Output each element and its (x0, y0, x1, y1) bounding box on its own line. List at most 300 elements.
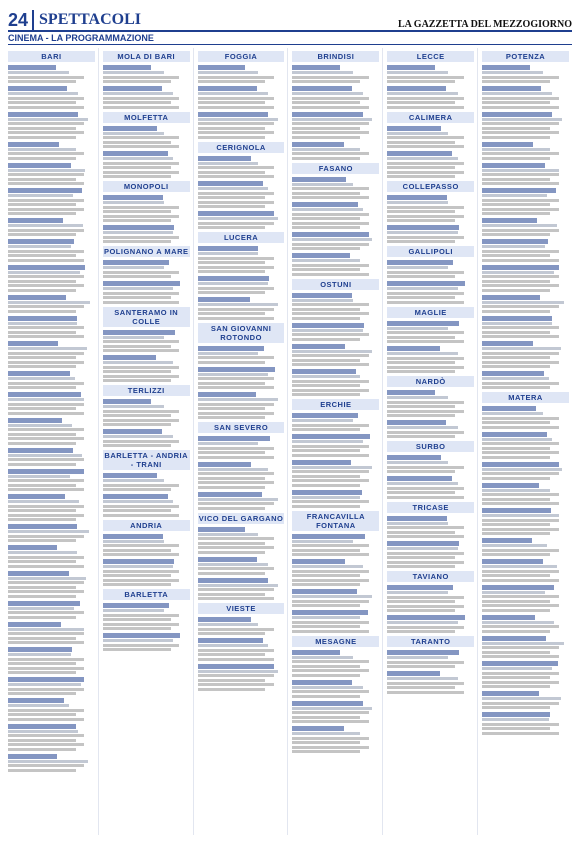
venue-address-placeholder (482, 621, 554, 624)
showtime-placeholder (387, 565, 455, 568)
showtime-placeholder (387, 370, 455, 373)
showtime-placeholder (103, 236, 179, 239)
showtime-placeholder (8, 616, 76, 619)
venue-address-placeholder (103, 479, 164, 482)
showtime-placeholder (103, 574, 171, 577)
showtime-placeholder (103, 505, 179, 508)
venue-address-placeholder (103, 639, 173, 642)
venue-address-placeholder (103, 201, 164, 204)
venue-name-placeholder (198, 557, 257, 562)
showtime-placeholder (198, 481, 274, 484)
showtime-placeholder (8, 97, 84, 100)
city-heading: COLLEPASSO (387, 181, 474, 192)
venue-address-placeholder (482, 544, 547, 547)
venue-address-placeholder (8, 500, 79, 503)
venue-address-placeholder (482, 245, 545, 248)
showtime-placeholder (292, 630, 368, 633)
venue-address-placeholder (8, 194, 73, 197)
venue-name-placeholder (292, 650, 340, 655)
venue-name-placeholder (8, 341, 58, 346)
programming-title: CINEMA - LA PROGRAMMAZIONE (8, 33, 572, 45)
showtime-placeholder (198, 632, 266, 635)
showtime-placeholder (387, 661, 463, 664)
venue-name-placeholder (482, 218, 537, 223)
venue-address-placeholder (8, 730, 78, 733)
showtime-placeholder (482, 472, 558, 475)
venue-name-placeholder (103, 195, 163, 200)
venue-name-placeholder (198, 492, 262, 497)
venue-address-placeholder (8, 398, 84, 401)
city-heading: MONOPOLI (103, 181, 190, 192)
showtime-placeholder (103, 553, 179, 556)
showtime-placeholder (482, 625, 558, 628)
venue-name-placeholder (482, 142, 533, 147)
venue-name-placeholder (103, 151, 168, 156)
showtime-placeholder (387, 665, 455, 668)
showtime-placeholder (292, 354, 368, 357)
venue-name-placeholder (292, 86, 351, 91)
showtime-placeholder (8, 484, 76, 487)
venue-name-placeholder (387, 260, 453, 265)
showtime-placeholder (198, 166, 274, 169)
showtime-placeholder (103, 618, 171, 621)
venue-name-placeholder (292, 293, 352, 298)
showtime-placeholder (292, 484, 360, 487)
showtime-placeholder (8, 595, 76, 598)
showtime-placeholder (198, 196, 266, 199)
venue-name-placeholder (292, 142, 343, 147)
venue-address-placeholder (387, 287, 457, 290)
showtime-placeholder (482, 157, 550, 160)
city-heading: ANDRIA (103, 520, 190, 531)
venue-address-placeholder (103, 435, 173, 438)
venue-name-placeholder (8, 142, 59, 147)
venue-name-placeholder (198, 367, 275, 372)
showtime-placeholder (103, 544, 179, 547)
showtime-placeholder (292, 76, 368, 79)
city-heading: MATERA (482, 392, 569, 403)
city-heading: SAN GIOVANNI ROTONDO (198, 323, 285, 343)
showtime-placeholder (482, 447, 550, 450)
showtime-placeholder (387, 605, 463, 608)
showtime-placeholder (482, 212, 550, 215)
showtime-placeholder (198, 101, 266, 104)
showtime-placeholder (292, 674, 360, 677)
venue-address-placeholder (387, 92, 457, 95)
venue-name-placeholder (482, 661, 558, 666)
showtime-placeholder (292, 247, 360, 250)
newspaper-name: LA GAZZETTA DEL MEZZOGIORNO (397, 19, 572, 30)
venue-name-placeholder (103, 65, 151, 70)
venue-address-placeholder (103, 287, 173, 290)
showtime-placeholder (8, 212, 76, 215)
showtime-placeholder (387, 366, 463, 369)
showtime-placeholder (8, 662, 76, 665)
showtime-placeholder (8, 692, 76, 695)
showtime-placeholder (8, 764, 84, 767)
venue-address-placeholder (292, 496, 360, 499)
city-heading: OSTUNI (292, 279, 379, 290)
showtime-placeholder (292, 217, 360, 220)
venue-name-placeholder (482, 112, 552, 117)
venue-name-placeholder (103, 559, 174, 564)
showtime-placeholder (8, 250, 84, 253)
showtime-placeholder (387, 561, 463, 564)
venue-name-placeholder (387, 650, 459, 655)
city-heading: MAGLIE (387, 307, 474, 318)
venue-address-placeholder (292, 656, 353, 659)
venue-name-placeholder (292, 610, 368, 615)
showtime-placeholder (8, 122, 84, 125)
showtime-placeholder (292, 359, 360, 362)
showtime-placeholder (8, 505, 84, 508)
venue-name-placeholder (292, 559, 345, 564)
showtime-placeholder (8, 310, 76, 313)
venue-address-placeholder (482, 412, 543, 415)
venue-address-placeholder (482, 489, 550, 492)
venue-address-placeholder (198, 442, 259, 445)
showtime-placeholder (482, 173, 558, 176)
showtime-placeholder (198, 551, 266, 554)
venue-address-placeholder (292, 148, 360, 151)
city-heading: SAN SEVERO (198, 422, 285, 433)
showtime-placeholder (8, 365, 76, 368)
showtime-placeholder (198, 382, 266, 385)
venue-name-placeholder (8, 316, 77, 321)
showtime-placeholder (482, 685, 550, 688)
venue-address-placeholder (482, 322, 551, 325)
venue-address-placeholder (387, 426, 457, 429)
venue-name-placeholder (292, 434, 369, 439)
venue-address-placeholder (198, 162, 259, 165)
venue-name-placeholder (103, 473, 157, 478)
venue-address-placeholder (198, 533, 259, 536)
showtime-placeholder (8, 326, 84, 329)
showtime-placeholder (103, 366, 179, 369)
showtime-placeholder (8, 182, 84, 185)
section-title: SPETTACOLI (39, 11, 141, 28)
showtime-placeholder (292, 192, 360, 195)
showtime-placeholder (387, 292, 463, 295)
showtime-placeholder (198, 593, 266, 596)
showtime-placeholder (292, 268, 360, 271)
venue-address-placeholder (292, 350, 372, 353)
showtime-placeholder (292, 479, 368, 482)
showtime-placeholder (482, 275, 558, 278)
showtime-placeholder (292, 308, 360, 311)
showtime-placeholder (292, 97, 368, 100)
city-heading: NARDÒ (387, 376, 474, 387)
showtime-placeholder (482, 97, 558, 100)
showtime-placeholder (198, 80, 266, 83)
showtime-placeholder (387, 496, 463, 499)
venue-name-placeholder (292, 65, 340, 70)
showtime-placeholder (198, 192, 274, 195)
showtime-placeholder (103, 145, 179, 148)
showtime-placeholder (292, 553, 368, 556)
venue-name-placeholder (482, 538, 531, 543)
venue-address-placeholder (387, 71, 448, 74)
venue-address-placeholder (292, 118, 372, 121)
venue-address-placeholder (387, 352, 457, 355)
city-heading: LUCERA (198, 232, 285, 243)
showtime-placeholder (292, 660, 368, 663)
venue-name-placeholder (8, 724, 76, 729)
showtime-placeholder (387, 470, 455, 473)
showtime-placeholder (292, 579, 368, 582)
showtime-placeholder (198, 257, 274, 260)
showtime-placeholder (387, 414, 455, 417)
showtime-placeholder (292, 737, 368, 740)
showtime-placeholder (482, 417, 558, 420)
showtime-placeholder (8, 458, 84, 461)
venue-address-placeholder (103, 540, 164, 543)
city-heading: POLIGNANO A MARE (103, 247, 189, 256)
showtime-placeholder (387, 210, 455, 213)
showtime-placeholder (387, 219, 455, 222)
showtime-placeholder (8, 382, 84, 385)
showtime-placeholder (198, 175, 274, 178)
venue-name-placeholder (482, 316, 551, 321)
venue-address-placeholder (387, 461, 448, 464)
showtime-placeholder (8, 734, 84, 737)
venue-name-placeholder (8, 571, 69, 576)
showtime-placeholder (8, 76, 84, 79)
venue-address-placeholder (482, 697, 561, 700)
venue-name-placeholder (103, 86, 162, 91)
venue-address-placeholder (103, 500, 173, 503)
venue-address-placeholder (8, 704, 69, 707)
venue-name-placeholder (387, 86, 446, 91)
city-heading: ERCHIE (292, 399, 379, 410)
showtime-placeholder (103, 514, 179, 517)
showtime-placeholder (8, 131, 84, 134)
showtime-placeholder (482, 477, 550, 480)
showtime-placeholder (198, 287, 274, 290)
city-heading: MESAGNE (292, 636, 379, 647)
showtime-placeholder (8, 748, 76, 751)
showtime-placeholder (8, 433, 76, 436)
venue-name-placeholder (8, 295, 66, 300)
showtime-placeholder (482, 732, 558, 735)
showtime-placeholder (482, 451, 558, 454)
showtime-placeholder (103, 579, 179, 582)
city-heading: BARLETTA - ANDRIA - TRANI (104, 451, 189, 469)
venue-name-placeholder (103, 225, 174, 230)
venue-name-placeholder (198, 392, 256, 397)
masthead (398, 19, 572, 30)
showtime-placeholder (198, 377, 274, 380)
showtime-placeholder (482, 523, 550, 526)
venue-name-placeholder (387, 420, 446, 425)
venue-address-placeholder (198, 398, 278, 401)
showtime-placeholder (292, 746, 368, 749)
showtime-placeholder (8, 335, 84, 338)
venue-address-placeholder (8, 551, 77, 554)
venue-name-placeholder (482, 295, 540, 300)
showtime-placeholder (292, 600, 368, 603)
venue-name-placeholder (387, 671, 440, 676)
venue-address-placeholder (8, 530, 89, 533)
showtime-placeholder (482, 579, 558, 582)
venue-address-placeholder (198, 670, 278, 673)
showtime-placeholder (387, 171, 463, 174)
showtime-placeholder (387, 361, 455, 364)
venue-name-placeholder (103, 494, 168, 499)
page-header (8, 8, 572, 32)
showtime-placeholder (8, 509, 76, 512)
showtime-placeholder (103, 444, 171, 447)
showtime-placeholder (482, 199, 558, 202)
showtime-placeholder (198, 261, 266, 264)
showtime-placeholder (387, 410, 463, 413)
venue-name-placeholder (292, 369, 355, 374)
venue-address-placeholder (482, 468, 562, 471)
showtime-placeholder (8, 254, 76, 257)
venue-name-placeholder (387, 65, 435, 70)
showtime-placeholder (8, 275, 84, 278)
showtime-placeholder (292, 303, 368, 306)
showtime-placeholder (482, 361, 558, 364)
venue-address-placeholder (387, 656, 448, 659)
venue-name-placeholder (482, 341, 532, 346)
showtime-placeholder (103, 570, 179, 573)
city-heading: BARLETTA (103, 589, 190, 600)
venue-name-placeholder (8, 448, 73, 453)
listing-columns (8, 48, 572, 835)
showtime-placeholder (103, 583, 171, 586)
showtime-placeholder (198, 266, 274, 269)
showtime-placeholder (292, 106, 368, 109)
showtime-placeholder (292, 669, 368, 672)
showtime-placeholder (103, 136, 179, 139)
showtime-placeholder (103, 509, 171, 512)
venue-name-placeholder (387, 126, 441, 131)
showtime-placeholder (8, 352, 84, 355)
showtime-placeholder (292, 80, 360, 83)
showtime-placeholder (482, 365, 550, 368)
showtime-placeholder (387, 275, 455, 278)
showtime-placeholder (292, 196, 368, 199)
venue-address-placeholder (8, 653, 71, 656)
listing-column (8, 48, 99, 835)
showtime-placeholder (482, 203, 550, 206)
showtime-placeholder (292, 152, 368, 155)
showtime-placeholder (8, 284, 84, 287)
showtime-placeholder (198, 356, 274, 359)
showtime-placeholder (292, 226, 360, 229)
showtime-placeholder (198, 76, 274, 79)
showtime-placeholder (482, 595, 558, 598)
showtime-placeholder (198, 205, 266, 208)
showtime-placeholder (387, 609, 455, 612)
showtime-placeholder (103, 340, 179, 343)
showtime-placeholder (8, 539, 76, 542)
showtime-placeholder (482, 498, 550, 501)
showtime-placeholder (292, 449, 360, 452)
showtime-placeholder (8, 667, 84, 670)
showtime-placeholder (292, 243, 368, 246)
showtime-placeholder (198, 451, 266, 454)
venue-name-placeholder (8, 698, 64, 703)
showtime-placeholder (103, 141, 171, 144)
showtime-placeholder (103, 484, 179, 487)
showtime-placeholder (292, 380, 368, 383)
showtime-placeholder (8, 428, 84, 431)
showtime-placeholder (482, 208, 558, 211)
showtime-placeholder (482, 326, 558, 329)
venue-name-placeholder (103, 126, 157, 131)
showtime-placeholder (387, 106, 463, 109)
showtime-placeholder (482, 335, 558, 338)
showtime-placeholder (8, 535, 84, 538)
showtime-placeholder (198, 403, 274, 406)
city-heading: CERIGNOLA (198, 142, 285, 153)
venue-address-placeholder (8, 118, 88, 121)
showtime-placeholder (387, 600, 455, 603)
showtime-placeholder (8, 199, 84, 202)
showtime-placeholder (8, 463, 76, 466)
venue-name-placeholder (8, 622, 61, 627)
showtime-placeholder (103, 488, 171, 491)
venue-address-placeholder (387, 677, 457, 680)
showtime-placeholder (8, 688, 84, 691)
showtime-placeholder (387, 215, 463, 218)
venue-name-placeholder (198, 211, 274, 216)
showtime-placeholder (198, 546, 274, 549)
venue-address-placeholder (198, 644, 268, 647)
showtime-placeholder (482, 233, 550, 236)
city-heading: LECCE (387, 51, 474, 62)
showtime-placeholder (198, 653, 266, 656)
showtime-placeholder (387, 76, 463, 79)
showtime-placeholder (8, 361, 84, 364)
showtime-placeholder (482, 122, 558, 125)
showtime-placeholder (103, 206, 179, 209)
venue-address-placeholder (8, 475, 70, 478)
showtime-placeholder (8, 173, 84, 176)
showtime-placeholder (292, 122, 368, 125)
showtime-placeholder (8, 127, 76, 130)
showtime-placeholder (482, 101, 550, 104)
city-heading: TAVIANO (387, 571, 474, 582)
showtime-placeholder (482, 528, 558, 531)
venue-address-placeholder (482, 224, 557, 227)
venue-name-placeholder (103, 355, 156, 360)
venue-address-placeholder (387, 157, 457, 160)
showtime-placeholder (292, 445, 368, 448)
showtime-placeholder (482, 182, 558, 185)
venue-name-placeholder (8, 677, 84, 682)
showtime-placeholder (387, 271, 463, 274)
showtime-placeholder (482, 331, 550, 334)
venue-address-placeholder (8, 148, 76, 151)
venue-name-placeholder (8, 239, 74, 244)
showtime-placeholder (8, 518, 76, 521)
showtime-placeholder (8, 586, 76, 589)
venue-name-placeholder (292, 344, 344, 349)
venue-address-placeholder (482, 565, 557, 568)
showtime-placeholder (482, 352, 558, 355)
showtime-placeholder (198, 127, 266, 130)
venue-address-placeholder (292, 259, 360, 262)
venue-name-placeholder (482, 163, 545, 168)
showtime-placeholder (387, 526, 463, 529)
showtime-placeholder (198, 270, 266, 273)
showtime-placeholder (292, 273, 368, 276)
showtime-placeholder (387, 630, 455, 633)
showtime-placeholder (103, 210, 171, 213)
